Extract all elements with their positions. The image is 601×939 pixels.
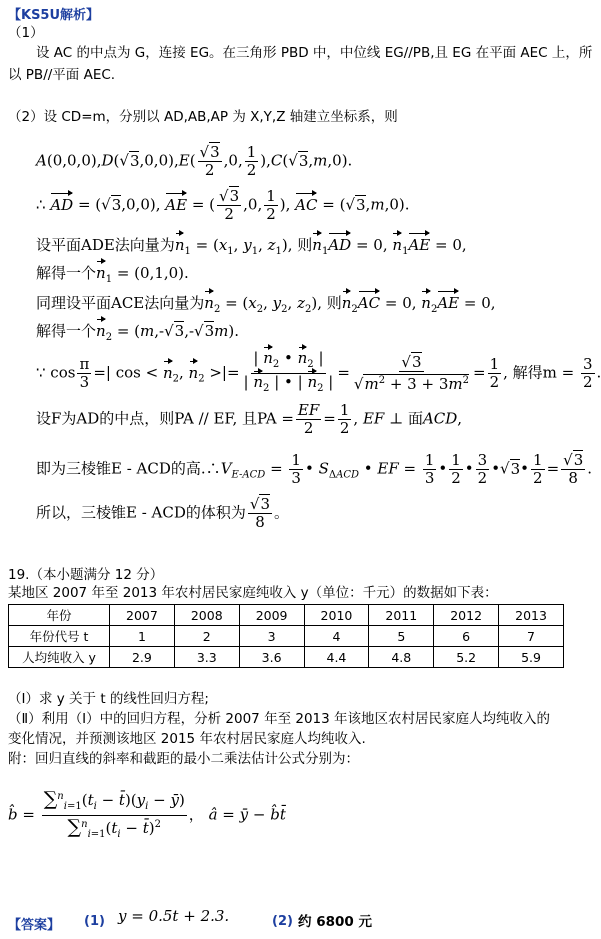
regression-formula: b̂ = $\frac{\sum^n_{i=1}(t_i - t̄)(y_i - ȳ)}{\sum^n_{i=1}(t_i - t̄)^2}$ ， â = ȳ − b̂t̄ xyxy=(8,788,286,840)
table-cell: 2013 xyxy=(499,605,564,626)
q19-appendix: 附：回归直线的斜率和截距的最小二乘法估计公式分别为： xyxy=(8,751,359,767)
table-cell: 2 xyxy=(174,626,239,647)
table-cell: 2008 xyxy=(174,605,239,626)
table-cell: 1 xyxy=(110,626,175,647)
table-cell: 4.4 xyxy=(304,647,369,668)
header-tag: 【KS5U解析】 xyxy=(8,8,100,23)
conclusion-line: 所以，三棱锥E - ACD的体积为 $\frac{√3}{8}$ 。 xyxy=(36,495,290,531)
coords-line: A(0,0,0),D(√3,0,0),E( $\frac{√3}{2}$ ,0, $\frac{1}{2}$ ),C(√3,m,0). xyxy=(36,143,353,179)
answer-label: 【答案】 xyxy=(8,918,61,933)
table-cell: 5.2 xyxy=(434,647,499,668)
vectors-line: ∴ AD = (√3,0,0), AE = ( $\frac{√3}{2}$ ,0, $\frac{1}{2}$ ), AC = (√3,m,0). xyxy=(36,187,410,223)
q19-part2-line2: 变化情况，并预测该地区 2015 年农村居民家庭人均纯收入. xyxy=(8,731,366,747)
normal1-line: 设平面ADE法向量为$n_1 = (x_1$, $y_1$, $z_1$), 则$n_1AD = 0$, $n_1AE = 0$, xyxy=(36,236,467,257)
table-row xyxy=(9,647,564,668)
volume-line: 即为三棱锥E - ACD的高$.\therefore V_{E-ACD}$ = $\frac{1}{3}$ • $S_{\Delta ACD}$ • EF = $\frac{1}{3}$ • $\frac{1}{2}$ • $\frac{3}{2}$ •√3• $\frac{1}{2}$ = $\frac{√3}{8}$ . xyxy=(36,451,593,487)
answer-part2-number: (2) xyxy=(272,914,293,929)
q19-part1: （Ⅰ）求 y 关于 t 的线性回归方程; xyxy=(8,691,209,707)
table-cell: 2012 xyxy=(434,605,499,626)
table-row-label: 人均纯收入 y xyxy=(9,647,110,668)
table-cell: 4 xyxy=(304,626,369,647)
q19-part2-line1: （Ⅱ）利用（Ⅰ）中的回归方程，分析 2007 年至 2013 年该地区农村居民家庭人均纯收入的 xyxy=(8,711,551,727)
table-cell: 3.6 xyxy=(239,647,304,668)
normal1-solve-text: 解得一个 xyxy=(36,264,97,282)
table-cell: 2007 xyxy=(110,605,175,626)
normal2-text: 同理设平面ACE法向量为 xyxy=(36,294,205,312)
table-row xyxy=(9,605,564,626)
therefore-symbol: ∴ xyxy=(36,195,46,214)
table-cell: 6 xyxy=(434,626,499,647)
normal1-text: 设平面ADE法向量为 xyxy=(36,236,175,254)
table-cell: 3.3 xyxy=(174,647,239,668)
normal2-solve-line: 解得一个$n_2 = (m,-√3,-√3m)$. xyxy=(36,322,240,343)
table-cell: 2010 xyxy=(304,605,369,626)
table-cell: 2.9 xyxy=(110,647,175,668)
part1-line2: 以 PB//平面 AEC. xyxy=(8,67,116,83)
answer-part1-equation: y = 0.5t + 2.3. xyxy=(118,907,230,925)
table-cell: 4.8 xyxy=(369,647,434,668)
midpoint-line: 设F为AD的中点，则PA // EF, 且PA = $\frac{EF}{2}$ = $\frac{1}{2}$ , EF ⊥ 面ACD, xyxy=(36,401,463,437)
table-row xyxy=(9,626,564,647)
midpoint-text: 设F为AD的中点，则PA // EF, 且PA = xyxy=(36,409,294,428)
q19-intro: 某地区 2007 年至 2013 年农村居民家庭纯收入 y（单位：千元）的数据如下表： xyxy=(8,585,498,601)
part2-intro: （2）设 CD=m，分别以 AD,AB,AP 为 X,Y,Z 轴建立坐标系，则 xyxy=(8,109,398,125)
normal2-solve-text: 解得一个 xyxy=(36,322,97,340)
q19-title: 19.（本小题满分 12 分） xyxy=(8,567,164,583)
normal1-solve-line: 解得一个$n_1 = (0,1,0)$. xyxy=(36,264,189,285)
table-row-label: 年份 xyxy=(9,605,110,626)
table-cell: 3 xyxy=(239,626,304,647)
normal2-line: 同理设平面ACE法向量为$n_2 = (x_2$, $y_2$, $z_2$), 则$n_2AC = 0$, $n_2AE = 0$, xyxy=(36,294,496,315)
part1-number: （1） xyxy=(8,25,44,41)
height-text: 即为三棱锥E - ACD的高. xyxy=(36,459,206,478)
cos-equation: ∵ cos $\frac{\pi}{3}$ =| $\cos < n_2$, $n_2$ >|= $\frac{| n_2 • n_2 |}{| n_2 | • | n_2 |}$ = $\frac{√3}{√m^2 + 3 + 3m^2}$ = $\frac{1}{2}$ , 解得m = $\frac{3}{2}$ . xyxy=(36,349,601,394)
answer-part1-number: (1) xyxy=(84,914,105,929)
table-cell: 5 xyxy=(369,626,434,647)
table-cell: 2009 xyxy=(239,605,304,626)
table-cell: 2011 xyxy=(369,605,434,626)
cos-solve-text: 解得m = xyxy=(512,363,579,382)
table-cell: 5.9 xyxy=(499,647,564,668)
table-row-label: 年份代号 t xyxy=(9,626,110,647)
table-cell: 7 xyxy=(499,626,564,647)
income-table xyxy=(8,604,564,668)
conclusion-text: 所以，三棱锥E - ACD的体积为 xyxy=(36,503,246,522)
answer-part2-text: 约 6800 元 xyxy=(298,914,372,930)
part1-line1: 设 AC 的中点为 G，连接 EG。在三角形 PBD 中，中位线 EG//PB,且 EG 在平面 AEC 上，所 xyxy=(36,45,593,61)
